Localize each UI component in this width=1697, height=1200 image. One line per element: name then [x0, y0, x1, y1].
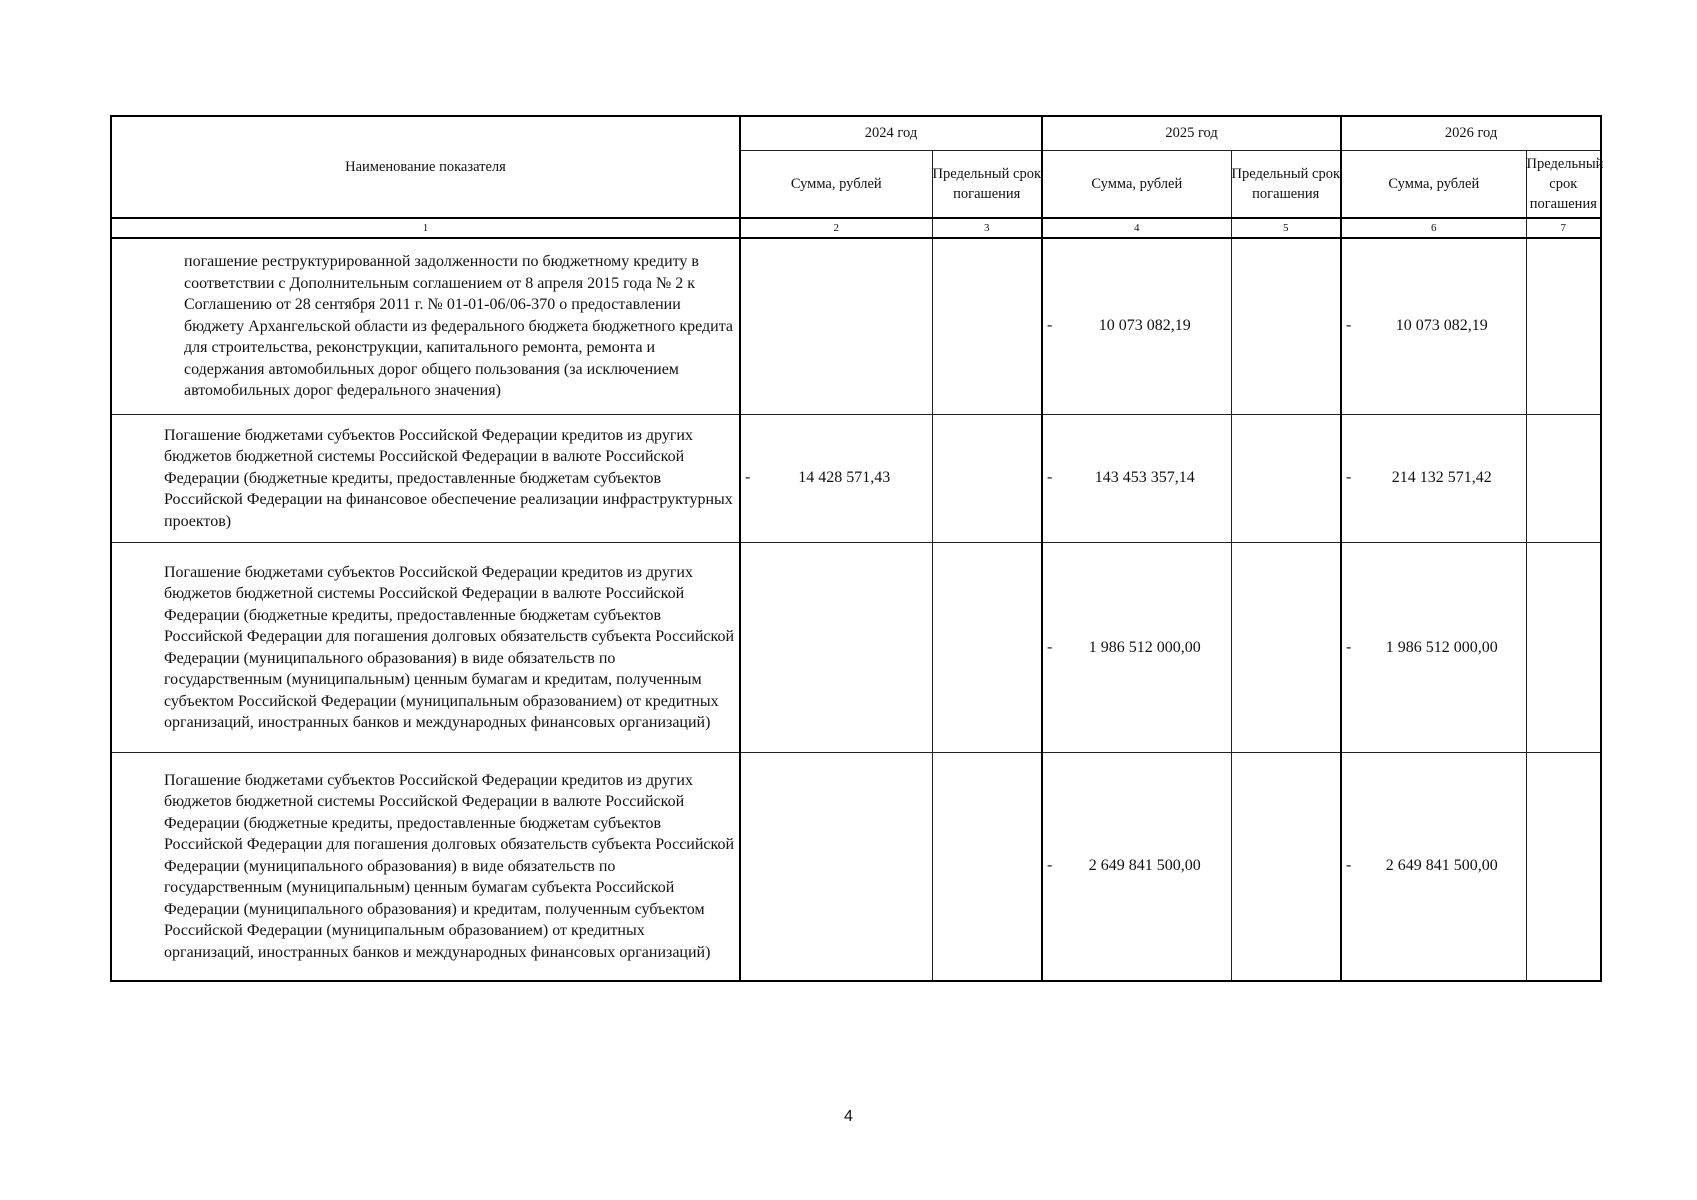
sum-2026-cell	[1341, 543, 1526, 753]
deadline-2026-cell	[1526, 543, 1601, 753]
page-number: 4	[844, 1108, 853, 1125]
sum-2026-value: 214 132 571,42	[1391, 469, 1492, 487]
table-row	[111, 238, 1601, 414]
header-year-2026: 2026 год	[1341, 116, 1601, 150]
sum-2025-cell	[1042, 414, 1231, 543]
column-number: 7	[1526, 218, 1601, 238]
deadline-2025-cell	[1231, 543, 1341, 753]
deadline-2025-cell	[1231, 414, 1341, 543]
indicator-name: погашение реструктурированной задолженности по бюджетному кредиту в соответствии с Дополнительным соглашением от 8 апреля 2015 года № 2 к Соглашению от 28 сентября 2011 г. № 01-01-06/06-370 о предоставлении бюджету Архангельской области из федерального бюджета бюджетного кредита для строительства, реконструкции, капитального ремонта, ремонта и содержания автомобильных дорог общего пользования (за исключением автомобильных дорог федерального значения)	[111, 238, 740, 414]
sum-2025-value: 10 073 082,19	[1098, 317, 1191, 335]
sum-2026-value: 10 073 082,19	[1395, 317, 1488, 335]
column-number: 3	[932, 218, 1042, 238]
dash-marker: -	[1047, 316, 1053, 334]
budget-table	[110, 115, 1602, 982]
table-row	[111, 543, 1601, 753]
deadline-2026-cell	[1526, 414, 1601, 543]
dash-marker: -	[1346, 316, 1352, 334]
header-sum-2026: Сумма, рублей	[1341, 150, 1526, 218]
sum-2026-value: 2 649 841 500,00	[1385, 857, 1498, 875]
deadline-2024-cell	[932, 543, 1042, 753]
header-deadline-2024: Предельный срок погашения	[932, 150, 1042, 218]
header-deadline-2025: Предельный срок погашения	[1231, 150, 1341, 218]
column-number: 4	[1042, 218, 1231, 238]
dash-marker: -	[1047, 468, 1053, 486]
sum-2026-cell	[1341, 753, 1526, 981]
deadline-2024-cell	[932, 238, 1042, 414]
deadline-2025-cell	[1231, 753, 1341, 981]
sum-2025-value: 143 453 357,14	[1094, 469, 1195, 487]
sum-2024-cell	[740, 414, 932, 543]
header-year-2025: 2025 год	[1042, 116, 1341, 150]
header-deadline-2026: Предельный срок погашения	[1526, 150, 1601, 218]
sum-2024-cell	[740, 543, 932, 753]
sum-2026-value: 1 986 512 000,00	[1385, 638, 1498, 656]
sum-2026-cell	[1341, 238, 1526, 414]
indicator-name: Погашение бюджетами субъектов Российской Федерации кредитов из других бюджетов бюджетной системы Российской Федерации в валюте Российской Федерации (бюджетные кредиты, предоставленные бюджетам субъектов Российской Федерации для погашения долговых обязательств субъекта Российской Федерации (муниципального образования) в виде обязательств по государственным (муниципальным) ценным бумагам субъекта Российской Федерации (муниципального образования) и кредитам, полученным субъектом Российской Федерации (муниципальным образованием) от кредитных организаций, иностранных банков и международных финансовых организаций)	[111, 753, 740, 981]
column-number: 5	[1231, 218, 1341, 238]
sum-2025-value: 2 649 841 500,00	[1088, 857, 1201, 875]
sum-2026-cell	[1341, 414, 1526, 543]
table-row	[111, 414, 1601, 543]
deadline-2026-cell	[1526, 753, 1601, 981]
dash-marker: -	[1346, 638, 1352, 656]
header-year-2024: 2024 год	[740, 116, 1042, 150]
column-number: 1	[111, 218, 740, 238]
sum-2024-cell	[740, 238, 932, 414]
dash-marker: -	[745, 468, 751, 486]
dash-marker: -	[1047, 856, 1053, 874]
header-sum-2025: Сумма, рублей	[1042, 150, 1231, 218]
sum-2025-value: 1 986 512 000,00	[1088, 638, 1201, 656]
deadline-2024-cell	[932, 753, 1042, 981]
sum-2025-cell	[1042, 543, 1231, 753]
column-number: 6	[1341, 218, 1526, 238]
sum-2025-cell	[1042, 753, 1231, 981]
sum-2024-cell	[740, 753, 932, 981]
deadline-2025-cell	[1231, 238, 1341, 414]
indicator-name: Погашение бюджетами субъектов Российской Федерации кредитов из других бюджетов бюджетной системы Российской Федерации в валюте Российской Федерации (бюджетные кредиты, предоставленные бюджетам субъектов Российской Федерации для погашения долговых обязательств субъекта Российской Федерации (муниципального образования) в виде обязательств по государственным (муниципальным) ценным бумагам и кредитам, полученным субъектом Российской Федерации (муниципальным образованием) от кредитных организаций, иностранных банков и международных финансовых организаций)	[111, 543, 740, 753]
table-row	[111, 753, 1601, 981]
dash-marker: -	[1346, 468, 1352, 486]
dash-marker: -	[1047, 638, 1053, 656]
header-indicator-name: Наименование показателя	[111, 116, 740, 218]
column-number: 2	[740, 218, 932, 238]
indicator-name: Погашение бюджетами субъектов Российской Федерации кредитов из других бюджетов бюджетной системы Российской Федерации в валюте Российской Федерации (бюджетные кредиты, предоставленные бюджетам субъектов Российской Федерации на финансовое обеспечение реализации инфраструктурных проектов)	[111, 414, 740, 543]
dash-marker: -	[1346, 856, 1352, 874]
sum-2024-value: 14 428 571,43	[798, 469, 891, 487]
column-number-row	[111, 218, 1601, 238]
deadline-2024-cell	[932, 414, 1042, 543]
sum-2025-cell	[1042, 238, 1231, 414]
header-sum-2024: Сумма, рублей	[740, 150, 932, 218]
deadline-2026-cell	[1526, 238, 1601, 414]
